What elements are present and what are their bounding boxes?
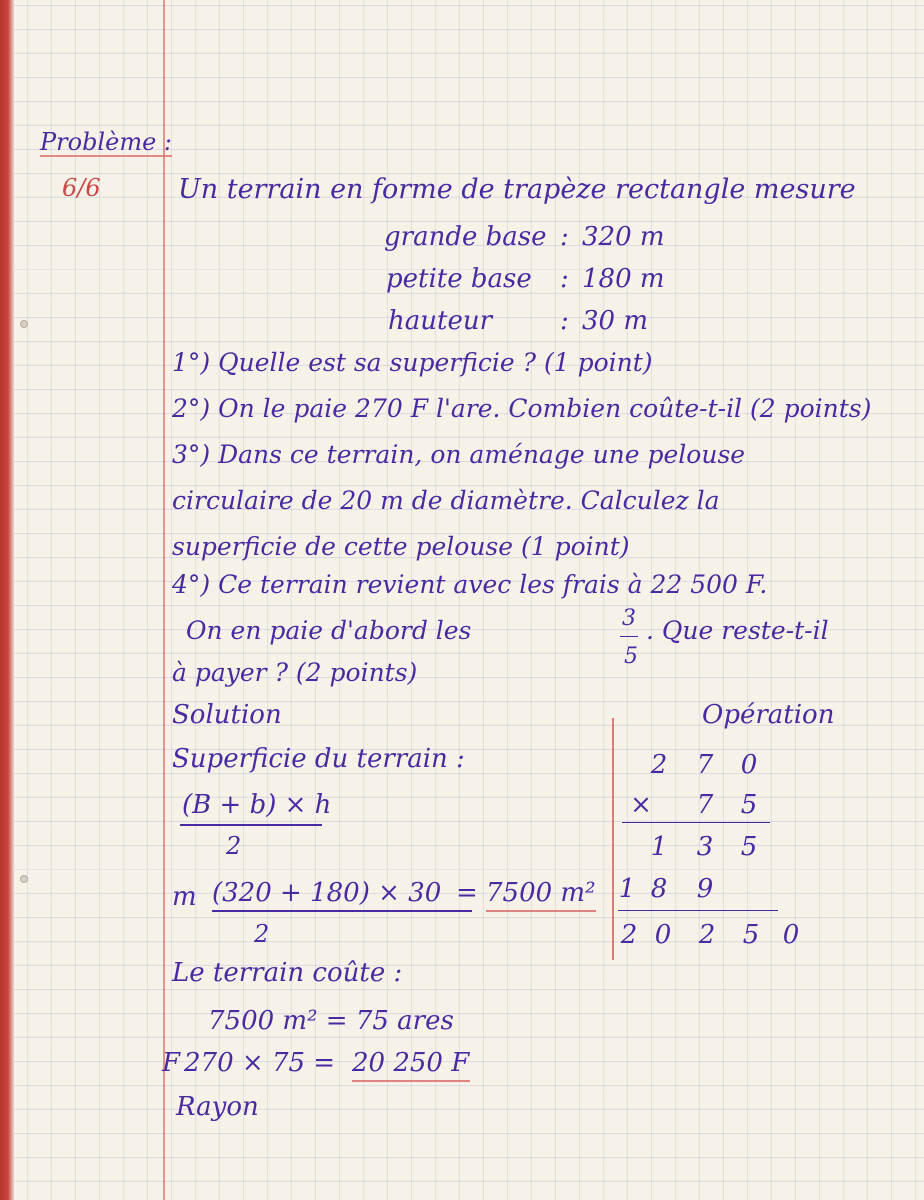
question-4-line-1: 4°) Ce terrain revient avec les frais à 22 500 F. (172, 570, 768, 599)
dim-value: 320 m (582, 222, 665, 252)
digit: 7 (696, 750, 714, 780)
solution-subtitle-area: Superficie du terrain : (172, 744, 465, 774)
formula-fraction-bar (180, 824, 322, 826)
fraction-numerator: 3 (622, 606, 636, 631)
question-3-line-3: superficie de cette pelouse (1 point) (172, 532, 630, 561)
dim-label: hauteur (388, 306, 492, 336)
calc-denominator: 2 (254, 920, 270, 948)
digit: 0 (654, 920, 672, 950)
question-3-line-1: 3°) Dans ce terrain, on aménage une pelouse (172, 440, 746, 469)
digit: 5 (740, 790, 758, 820)
digit: 0 (782, 920, 800, 950)
question-4-line-2b: . Que reste-t-il (646, 616, 829, 645)
digit: 0 (740, 750, 758, 780)
binding-hole (20, 875, 28, 883)
conversion-line: 7500 m² = 75 ares (208, 1006, 454, 1036)
cost-expression: 270 × 75 = (184, 1048, 336, 1078)
dim-label: grande base (384, 222, 547, 252)
cost-result: 20 250 F (352, 1048, 470, 1078)
multiply-sign: × (630, 790, 652, 820)
digit: 5 (740, 832, 758, 862)
calc-result: 7500 m² (486, 878, 596, 908)
solution-title: Solution (172, 700, 282, 730)
digit: 2 (698, 920, 716, 950)
unit-prefix: m (172, 882, 197, 912)
dim-value: 30 m (582, 306, 649, 336)
question-4-line-3: à payer ? (2 points) (172, 658, 418, 687)
formula-denominator: 2 (226, 832, 242, 860)
statement-intro: Un terrain en forme de trapèze rectangle mesure (178, 174, 856, 205)
calc-numerator: (320 + 180) × 30 (212, 878, 442, 908)
dim-colon: : (560, 306, 569, 336)
question-1: 1°) Quelle est sa superficie ? (1 point) (172, 348, 653, 377)
digit: 2 (650, 750, 668, 780)
digit: 7 (696, 790, 714, 820)
notebook-binding (0, 0, 14, 1200)
digit: 1 (650, 832, 668, 862)
margin-line (163, 0, 165, 1200)
digit: 8 (650, 874, 668, 904)
binding-hole (20, 320, 28, 328)
grade-mark: 6/6 (62, 174, 101, 202)
calc-equals: = (456, 878, 478, 908)
question-2: 2°) On le paie 270 F l'are. Combien coûte-t-il (2 points) (172, 394, 872, 423)
cost-result-underline (352, 1080, 470, 1082)
question-4-line-2a: On en paie d'abord les (186, 616, 472, 645)
operation-rule (622, 822, 770, 823)
dim-value: 180 m (582, 264, 665, 294)
digit: 9 (696, 874, 714, 904)
fraction-bar (620, 636, 638, 637)
problem-title: Problème : (40, 128, 172, 156)
digit: 2 (620, 920, 638, 950)
digit: 3 (696, 832, 714, 862)
calc-fraction-bar (212, 910, 472, 912)
solution-subtitle-cost: Le terrain coûte : (172, 958, 403, 988)
digit: 5 (742, 920, 760, 950)
dim-colon: : (560, 264, 569, 294)
digit: 1 (618, 874, 636, 904)
operation-rule (618, 910, 778, 911)
result-underline (486, 910, 596, 912)
dim-colon: : (560, 222, 569, 252)
currency-prefix: F (162, 1048, 181, 1078)
operation-title: Opération (702, 700, 835, 730)
question-3-line-2: circulaire de 20 m de diamètre. Calculez la (172, 486, 720, 515)
formula-numerator: (B + b) × h (182, 790, 332, 820)
signature: Rayon (176, 1092, 259, 1122)
fraction-denominator: 5 (624, 644, 638, 669)
dim-label: petite base (386, 264, 532, 294)
